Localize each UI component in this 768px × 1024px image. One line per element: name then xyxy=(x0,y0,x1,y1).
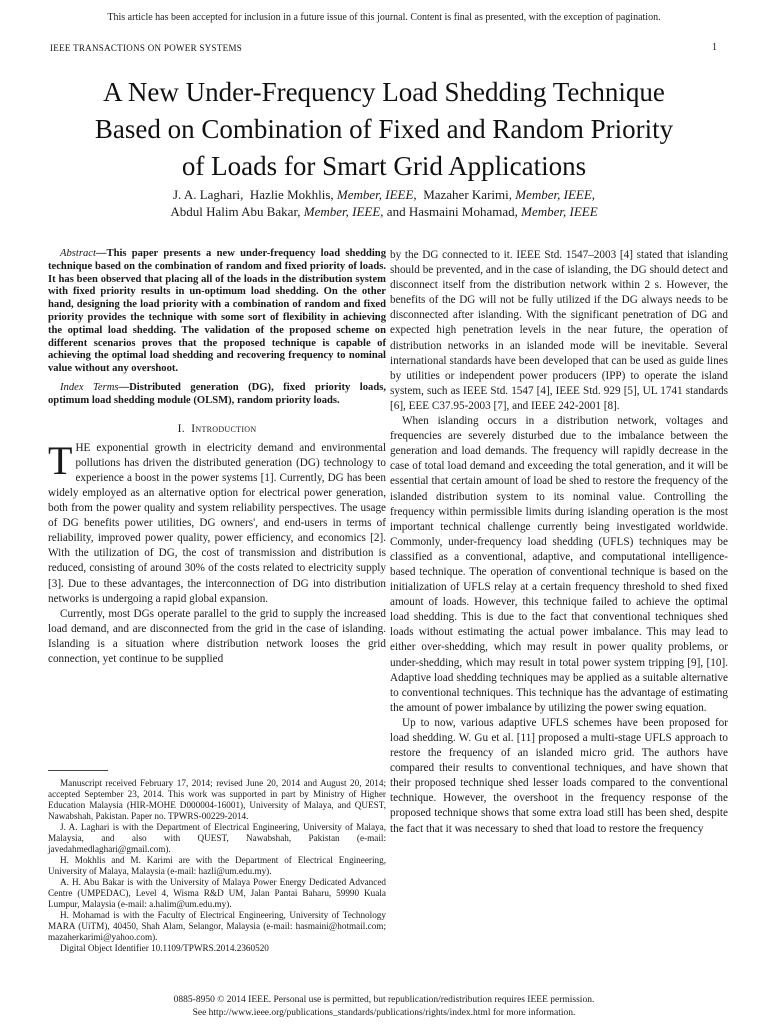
author-3: Mazaher Karimi, xyxy=(423,187,512,202)
page-number: 1 xyxy=(712,42,717,53)
journal-name: IEEE TRANSACTIONS ON POWER SYSTEMS xyxy=(50,43,243,53)
left-column xyxy=(48,248,386,667)
copyright-notice xyxy=(0,994,768,1020)
footnotes xyxy=(48,778,386,954)
index-terms xyxy=(48,382,386,408)
footnote-doi: Digital Object Identifier 10.1109/TPWRS.2014.2360520 xyxy=(60,943,269,953)
intro-paragraph-2: Currently, most DGs operate parallel to the grid to supply the increased load demand, and are disconnected from the grid in the case of islanding. Islanding is a situation where distribution network looses the grid connection, yet continue to be supplied xyxy=(48,607,386,665)
index-terms-lead: Index Terms xyxy=(60,381,119,393)
title-line-1: A New Under-Frequency Load Shedding Technique xyxy=(103,77,665,107)
section-title: Introduction xyxy=(191,422,257,435)
author-5-role: Member, IEEE xyxy=(521,204,598,219)
footnote-author-1: J. A. Laghari is with the Department of Electrical Engineering, University of Malaya, Malaysia, and also with QUEST, Nawabshah, Pakistan (e-mail: javedahmedlaghari@gmail.com). xyxy=(48,822,386,854)
right-paragraph-1: by the DG connected to it. IEEE Std. 1547–2003 [4] stated that islanding should be prevented, and in the case of islanding, the DG should detect and disconnect itself from the distribution network within 2 s. However, the benefits of the DG will not be fully utilized if the DG always needs to be disconnected after islanding. With the significant penetration of DG and expected high penetration levels in the near future, the operation of distribution networks in an islanded mode will be inevitable. Several international standards have been developed that can be used as guide lines by utilities or independent power producers (IPP) to operate the island system, such as IEEE Std. 1547 [4], IEEE Std. 929 [5], UL 1741 standards [6], EEE C37.95-2003 [7], and IEEE 242-2001 [8]. xyxy=(390,249,728,412)
title-line-3: of Loads for Smart Grid Applications xyxy=(181,151,587,181)
author-3-role: Member, IEEE, xyxy=(515,187,596,202)
author-5: Hasmaini Mohamad, xyxy=(408,204,518,219)
author-2: Hazlie Mokhlis, xyxy=(249,187,334,202)
acceptance-note: This article has been accepted for inclusion in a future issue of this journal. Content is final as presented, with the exception of pagination. xyxy=(107,12,661,23)
section-numeral: I. xyxy=(177,422,185,435)
author-4-role: Member, IEEE, xyxy=(303,204,384,219)
footnote-rule xyxy=(48,770,108,771)
abstract-lead: Abstract xyxy=(60,248,96,259)
footnote-manuscript: Manuscript received February 17, 2014; revised June 20, 2014 and August 20, 2014; accepted September 23, 2014. This work was supported in part by Ministry of Higher Education Malaysia (HIR-MOHE D000004-16001), University of Malaya, and QUEST, Nawabshah, Pakistan. Paper no. TPWRS-00229-2014. xyxy=(48,778,386,821)
paper-title xyxy=(30,74,738,185)
index-terms-text: —Distributed generation (DG), fixed priority loads, optimum load shedding module (OLSM), random priority loads. xyxy=(48,381,387,406)
author-conjunction: and xyxy=(386,204,406,219)
drop-cap: T xyxy=(48,437,73,483)
abstract-text: —This paper presents a new under-frequency load shedding technique based on the combination of random and fixed priority of loads. It has been observed that placing all of the loads in the distribution system with fixed priority results in un-optimum load shedding. On the other hand, designing the load priority with a combination of random and fixed priority provides the technique with some sort of flexibility in achieving the optimal load shedding. The validation of the proposed scheme on different scenarios proves that the proposed technique is capable of achieving the optimal load shedding and recovering frequency to nominal value without any overshoot. xyxy=(48,248,386,375)
footnote-author-5: H. Mohamad is with the Faculty of Electrical Engineering, University of Technology MARA (UiTM), 40450, Shah Alam, Selangor, Malaysia (e-mail: hasmaini@hotmail.com; mazaherkarimi@yahoo.com). xyxy=(48,910,386,942)
copyright-line-1: 0885-8950 © 2014 IEEE. Personal use is permitted, but republication/redistribution requires IEEE permission. xyxy=(173,995,595,1005)
right-column xyxy=(390,248,728,837)
copyright-line-2: See http://www.ieee.org/publications_standards/publications/rights/index.html for more information. xyxy=(192,1008,576,1018)
drop-cap-rest: HE xyxy=(75,441,91,454)
author-list xyxy=(30,186,738,220)
right-paragraph-2: When islanding occurs in a distribution network, voltages and frequencies are severely disturbed due to the imbalance between the generation and load demands. The frequency will rapidly decrease in the case of total load demand and exceeding the total generation, and it will be essential that certain amount of load be shed to restore the frequency of the islanded distribution system to its nominal value. Controlling the frequency within permissible limits during islanding operation is the most important technical challenge currently being investigated worldwide. Commonly, under-frequency load shedding (UFLS) techniques may be classified as a conventional, adaptive, and computational intelligence-based technique. The operation of conventional technique is based on the initialization of UFLS relay at a certain frequency threshold to shed fixed amount of loads. However, this technique failed to achieve the optimal load shedding. This is due to the fact that conventional techniques shed loads without estimating the actual power imbalance. This may lead to either over-shedding, which may result in power quality problems, or under-shedding, which may result in total power system tripping [9], [10]. Adaptive load shedding techniques may be applied as a suitable alternative to conventional techniques. This technique has the advantage of estimating the amount of power imbalance by utilizing the power swing equation. xyxy=(390,415,728,714)
intro-paragraph-1 xyxy=(48,437,386,607)
intro-paragraph-1-text: exponential growth in electricity demand and environmental pollutions has driven the distributed generation (DG) technology to experience a boost in the power systems [1]. Currently, DG has been widely employed as an alternative option for electrical power generation, both from the power quality and system reliability perspectives. The usage of DG benefits power utilities, DG owners', and end-users in terms of reliability, improved power quality, power efficiency, and economics [2]. With the utilization of DG, the cost of transmission and distribution is reduced, consisting of around 30% of the costs related to electricity supply [3]. Due to these advantages, the interconnection of DG into distribution networks is undergoing a rapid global expansion. xyxy=(48,441,386,605)
title-line-2: Based on Combination of Fixed and Random Priority xyxy=(94,114,674,144)
right-paragraph-3: Up to now, various adaptive UFLS schemes have been proposed for load shedding. W. Gu et al. [11] proposed a multi-stage UFLS approach to restore the frequency of an islanded micro grid. The authors have compared their results to conventional techniques, and have shown that their proposed technique shed lesser loads compared to the conventional technique. However, the overshoot in the frequency response of the proposed technique shows that some extra load still has been shed, despite the fact that it was necessary to shed that load to restore the frequency xyxy=(390,716,728,835)
footnote-author-4: A. H. Abu Bakar is with the University of Malaya Power Energy Dedicated Advanced Centre (UMPEDAC), Level 4, Wisma R&D UM, Jalan Pantai Baharu, 59990 Kuala Lumpur, Malaysia (e-mail: a.halim@um.edu.my). xyxy=(48,877,386,909)
author-1: J. A. Laghari, xyxy=(172,187,244,202)
abstract xyxy=(48,248,386,376)
section-heading-introduction xyxy=(48,422,386,437)
author-4: Abdul Halim Abu Bakar, xyxy=(170,204,301,219)
footnote-authors-2-3: H. Mokhlis and M. Karimi are with the Department of Electrical Engineering, University of Malaya, Malaysia (e-mail: hazli@um.edu.my). xyxy=(48,855,386,876)
author-2-role: Member, IEEE, xyxy=(336,187,417,202)
